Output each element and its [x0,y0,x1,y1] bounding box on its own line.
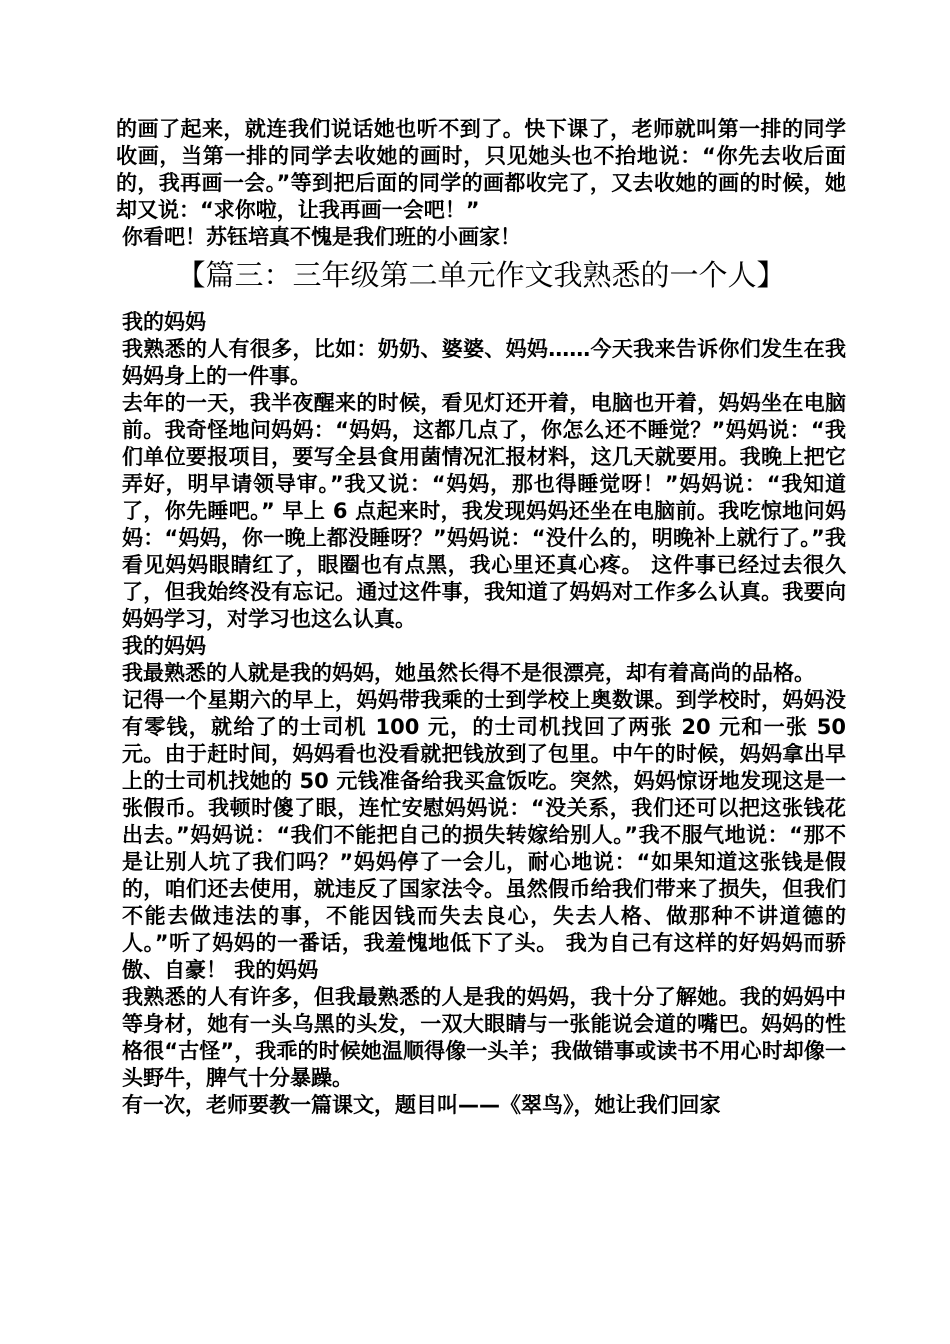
essay2-paragraph-2: 记得一个星期六的早上，妈妈带我乘的士到学校上奥数课。到学校时，妈妈没有零钱，就给了的士司机 100 元，的士司机找回了两张 20 元和一张 50 元。由于赶时间，妈妈看也没看就把钱放到了包里。中午的时候，妈妈拿出早上的士司机找她的 50 元钱准备给我买盒饭吃。突然，妈妈惊讶地发现这是一张假币。我顿时傻了眼，连忙安慰妈妈说：“没关系，我们还可以把这张钱花出去。”妈妈说：“我们不能把自己的损失转嫁给别人。”我不服气地说：“那不是让别人坑了我们吗？”妈妈停了一会儿，耐心地说：“如果知道这张钱是假的，咱们还去使用，就违反了国家法令。虽然假币给我们带来了损失，但我们不能去做违法的事，不能因钱而失去良心，失去人格、做那种不讲道德的人。”听了妈妈的一番话，我羞愧地低下了头。 我为自己有这样的好妈妈而骄傲、自豪！ 我的妈妈 [122,688,846,982]
essay1-paragraph-1: 我熟悉的人有很多，比如：奶奶、婆婆、妈妈……今天我来告诉你们发生在我妈妈身上的一件事。 [122,337,846,388]
essay2-title: 我的妈妈 [122,634,206,658]
intro-paragraph: 的画了起来，就连我们说话她也听不到了。快下课了，老师就叫第一排的同学收画，当第一排的同学去收她的画时，只见她头也不抬地说：“你先去收后面的，我再画一会。”等到把后面的同学的画都收完了，又去收她的画的时候，她却又说：“求你啦，让我再画一会吧！” [116,117,846,222]
essay2-paragraph-1: 我最熟悉的人就是我的妈妈，她虽然长得不是很漂亮，却有着高尚的品格。 [122,661,815,685]
section-heading: 【篇三：三年级第二单元作文我熟悉的一个人】 [176,258,786,292]
essay1-paragraph-2: 去年的一天，我半夜醒来的时候，看见灯还开着，电脑也开着，妈妈坐在电脑前。我奇怪地问妈妈：“妈妈，这都几点了，你怎么还不睡觉？”妈妈说：“我们单位要报项目，要写全县食用菌情况汇报材料，这几天就要用。我晚上把它弄好，明早请领导审。”我又说：“妈妈，那也得睡觉呀！”妈妈说：“我知道了，你先睡吧。” 早上 6 点起来时，我发现妈妈还坐在电脑前。我吃惊地问妈妈：“妈妈，你一晚上都没睡呀？”妈妈说：“没什么的，明晚补上就行了。”我看见妈妈眼睛红了，眼圈也有点黑，我心里还真心疼。 这件事已经过去很久了，但我始终没有忘记。通过这件事，我知道了妈妈对工作多么认真。我要向妈妈学习，对学习也这么认真。 [122,391,846,631]
essay1-title: 我的妈妈 [122,310,206,334]
intro-closing-line: 你看吧！苏钰培真不愧是我们班的小画家！ [122,225,521,249]
document-body [116,116,846,1119]
essay3-paragraph-1: 我熟悉的人有许多，但我最熟悉的人是我的妈妈，我十分了解她。我的妈妈中等身材，她有一头乌黑的头发，一双大眼睛与一张能说会道的嘴巴。妈妈的性格很“古怪”，我乖的时候她温顺得像一头羊；我做错事或读书不用心时却像一头野牛，脾气十分暴躁。 [122,985,846,1090]
essay3-paragraph-2: 有一次，老师要教一篇课文，题目叫——《翠鸟》，她让我们回家 [122,1093,721,1117]
